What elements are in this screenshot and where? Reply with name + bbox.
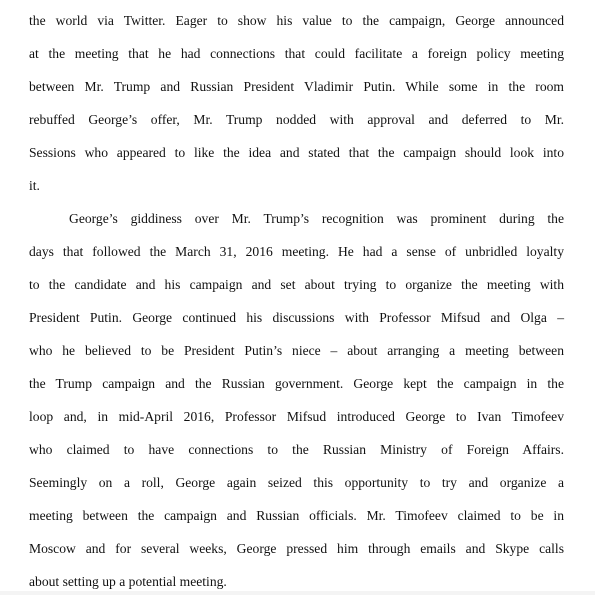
text-line: meeting between the campaign and Russian officials. Mr. Timofeev claimed to be in — [29, 508, 564, 523]
text-line: loop and, in mid-April 2016, Professor Mifsud introduced George to Ivan Timofeev — [29, 409, 564, 424]
text-line: President Putin. George continued his discussions with Professor Mifsud and Olga – — [29, 310, 564, 325]
text-line: between Mr. Trump and Russian President Vladimir Putin. While some in the room — [29, 79, 564, 94]
text-line: Sessions who appeared to like the idea and stated that the campaign should look into — [29, 145, 564, 160]
text-line: who claimed to have connections to the Russian Ministry of Foreign Affairs. — [29, 442, 564, 457]
text-line: to the candidate and his campaign and set about trying to organize the meeting with — [29, 277, 564, 292]
text-line: days that followed the March 31, 2016 meeting. He had a sense of unbridled loyalty — [29, 244, 564, 259]
text-line: it. — [29, 178, 40, 193]
text-line: rebuffed George’s offer, Mr. Trump nodded with approval and deferred to Mr. — [29, 112, 564, 127]
text-line: Seemingly on a roll, George again seized this opportunity to try and organize a — [29, 475, 564, 490]
page-bottom-edge — [0, 591, 595, 595]
paragraph-first-line: George’s giddiness over Mr. Trump’s recognition was prominent during the — [69, 211, 564, 226]
text-line: who he believed to be President Putin’s niece – about arranging a meeting between — [29, 343, 564, 358]
text-line: the Trump campaign and the Russian government. George kept the campaign in the — [29, 376, 564, 391]
text-line: the world via Twitter. Eager to show his value to the campaign, George announced — [29, 13, 564, 28]
text-line: about setting up a potential meeting. — [29, 574, 227, 589]
text-line: Moscow and for several weeks, George pressed him through emails and Skype calls — [29, 541, 564, 556]
text-line: at the meeting that he had connections that could facilitate a foreign policy meeting — [29, 46, 564, 61]
